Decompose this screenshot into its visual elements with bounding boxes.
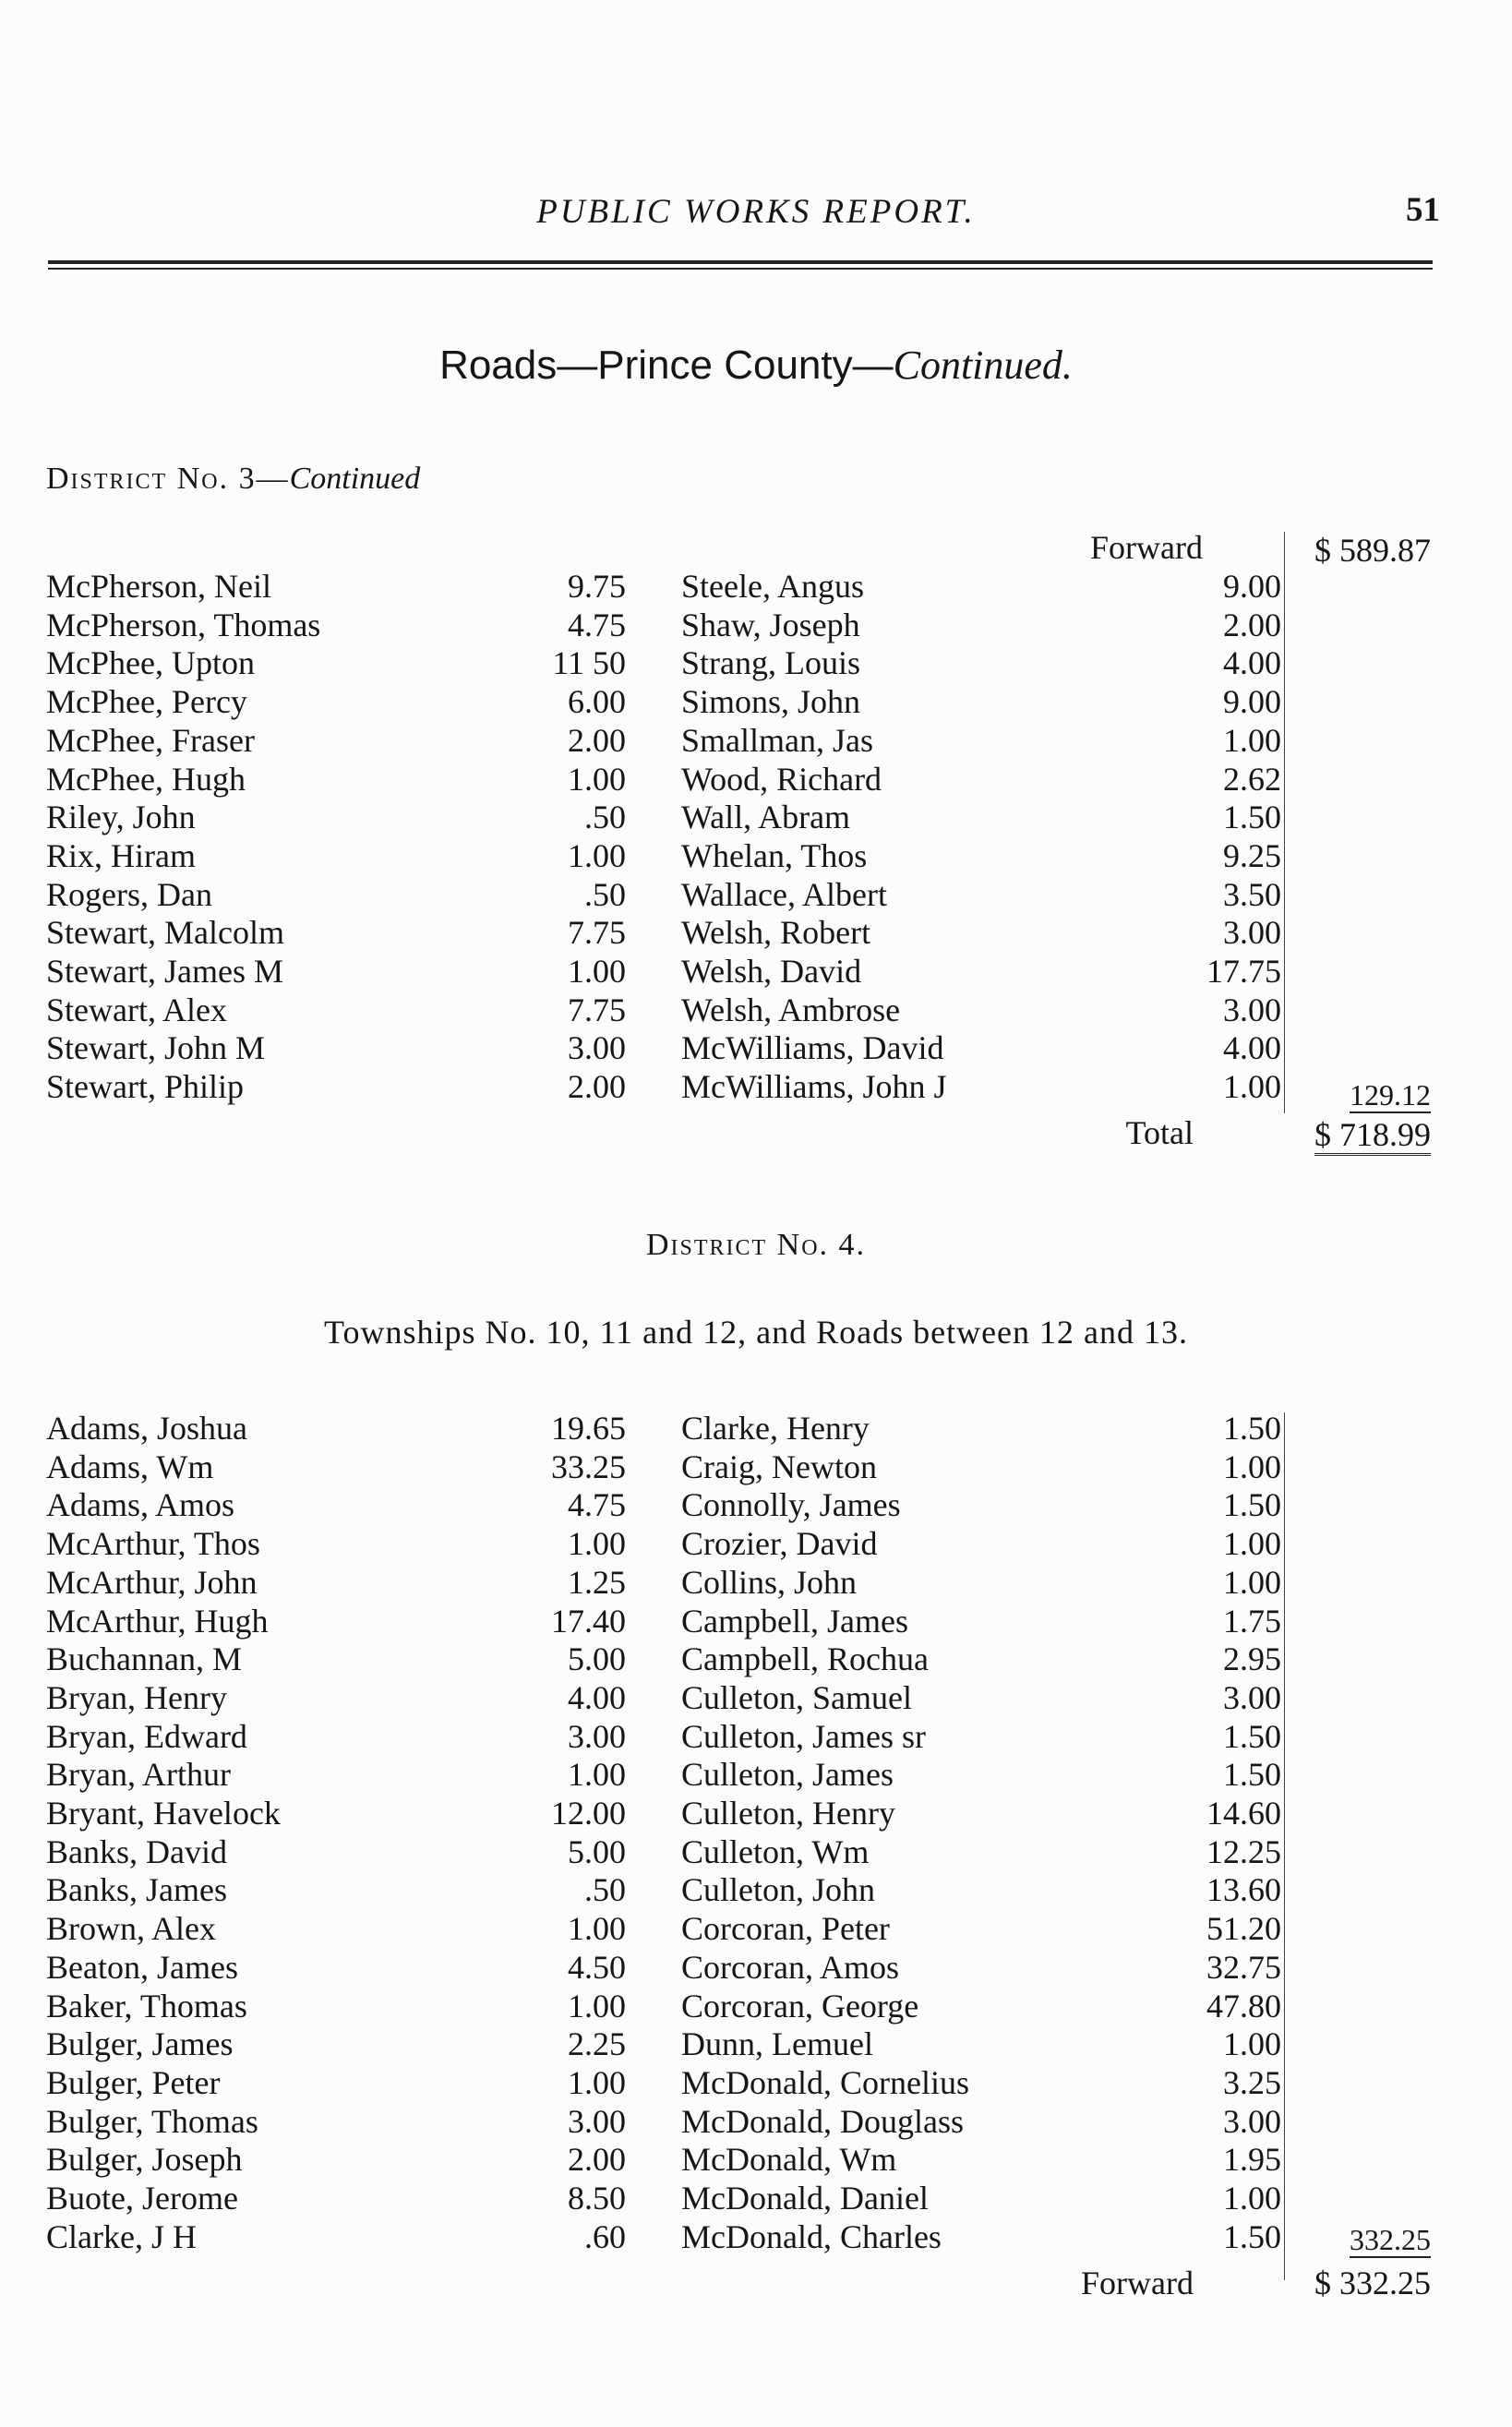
right-amount: 1.00 (1223, 2025, 1281, 2063)
right-name: Wallace, Albert (681, 875, 887, 913)
table-row (0, 1678, 1512, 1717)
district3-subtotal (1350, 1076, 1431, 1113)
left-amount: 1.00 (568, 2063, 626, 2101)
right-name: Culleton, Samuel (681, 1678, 912, 1716)
running-title: PUBLIC WORKS REPORT. (536, 193, 976, 231)
table-row (0, 1755, 1512, 1794)
left-amount: 9.75 (568, 568, 626, 605)
right-name: Crozier, David (681, 1525, 878, 1563)
left-amount: 1.25 (568, 1563, 626, 1601)
left-name: Adams, Amos (46, 1486, 235, 1524)
right-name: Dunn, Lemuel (681, 2025, 873, 2063)
right-amount: 13.60 (1206, 1871, 1281, 1909)
page-title-italic: Continued. (893, 342, 1073, 388)
right-amount: 3.00 (1223, 2102, 1281, 2140)
right-name: McWilliams, David (681, 1029, 944, 1067)
left-name: McPherson, Neil (46, 568, 271, 605)
district4-forward-label: Forward (1081, 2265, 1194, 2301)
table-row (0, 1409, 1512, 1448)
table-row (0, 2025, 1512, 2063)
left-name: Buchannan, M (46, 1640, 242, 1678)
left-amount: 1.00 (568, 836, 626, 874)
right-amount: 1.00 (1223, 1068, 1281, 1106)
left-amount: 5.00 (568, 1640, 626, 1678)
right-name: Campbell, James (681, 1602, 908, 1640)
left-name: McPhee, Fraser (46, 721, 255, 759)
table-row (0, 991, 1512, 1029)
left-name: Bryan, Arthur (46, 1756, 231, 1794)
left-amount: 1.00 (568, 1525, 626, 1563)
table-row (0, 567, 1512, 606)
left-name: Stewart, Philip (46, 1068, 244, 1106)
left-amount: .60 (584, 2217, 626, 2255)
left-amount: 3.00 (568, 1717, 626, 1755)
left-name: McPherson, Thomas (46, 606, 321, 643)
right-name: Wall, Abram (681, 799, 851, 836)
right-amount: 1.00 (1223, 2180, 1281, 2217)
district3-heading-text: District No. 3— (46, 462, 290, 496)
left-amount: .50 (584, 875, 626, 913)
left-amount: 4.75 (568, 1486, 626, 1524)
page-number: 51 (1406, 191, 1440, 229)
district4-subheading: Townships No. 10, 11 and 12, and Roads between 12 and 13. (323, 1314, 1189, 1351)
right-name: Collins, John (681, 1563, 858, 1601)
left-amount: 1.00 (568, 1756, 626, 1794)
header-rule-thin (48, 268, 1433, 270)
table-row (0, 1640, 1512, 1678)
left-amount: 1.00 (568, 1987, 626, 2025)
left-name: McPhee, Percy (46, 683, 247, 721)
right-amount: 17.75 (1206, 953, 1281, 990)
district3-total-amount (1314, 1115, 1431, 1154)
right-name: Connolly, James (681, 1486, 901, 1524)
page-title (0, 342, 1512, 389)
right-name: McDonald, Charles (681, 2217, 942, 2255)
right-amount: 1.00 (1223, 1525, 1281, 1563)
right-amount: 4.00 (1223, 644, 1281, 682)
left-name: Banks, James (46, 1871, 227, 1909)
right-amount: 9.25 (1223, 836, 1281, 874)
right-amount: 1.00 (1223, 1448, 1281, 1485)
district3-forward-label: Forward (1090, 529, 1203, 566)
table-row (0, 2063, 1512, 2102)
left-amount: 1.00 (568, 760, 626, 798)
left-name: Adams, Wm (46, 1448, 214, 1485)
left-amount: 6.00 (568, 683, 626, 721)
right-name: McWilliams, John J (681, 1068, 947, 1106)
right-amount: 3.25 (1223, 2063, 1281, 2101)
table-row (0, 682, 1512, 721)
left-amount: .50 (584, 1871, 626, 1909)
left-name: Buote, Jerome (46, 2180, 238, 2217)
left-amount: 1.00 (568, 1910, 626, 1948)
district4-subtotal-value: 332.25 (1350, 2223, 1431, 2256)
table-row (0, 1794, 1512, 1832)
left-amount: 7.75 (568, 991, 626, 1028)
left-amount: 2.00 (568, 721, 626, 759)
left-name: Riley, John (46, 799, 196, 836)
right-name: Campbell, Rochua (681, 1640, 929, 1678)
left-amount: 4.50 (568, 1948, 626, 1986)
district3-forward-amount: $ 589.87 (1314, 532, 1431, 569)
right-name: Simons, John (681, 683, 861, 721)
right-name: Smallman, Jas (681, 721, 873, 759)
district3-heading (46, 462, 420, 497)
left-amount: 4.75 (568, 606, 626, 643)
left-name: Stewart, Alex (46, 991, 227, 1028)
left-name: Rogers, Dan (46, 875, 212, 913)
right-amount: 51.20 (1206, 1910, 1281, 1948)
right-amount: 1.50 (1223, 1717, 1281, 1755)
table-row (0, 1948, 1512, 1987)
table-row (0, 1602, 1512, 1640)
left-amount: 3.00 (568, 2102, 626, 2140)
table-row (0, 1448, 1512, 1486)
right-name: McDonald, Douglass (681, 2102, 964, 2140)
left-amount: 4.00 (568, 1678, 626, 1716)
left-amount: 7.75 (568, 914, 626, 952)
district3-subtotal-value: 129.12 (1350, 1078, 1431, 1111)
right-amount: 4.00 (1223, 1029, 1281, 1067)
right-name: Shaw, Joseph (681, 606, 860, 643)
right-amount: 3.00 (1223, 991, 1281, 1028)
left-name: Bulger, Peter (46, 2063, 221, 2101)
left-name: McArthur, Thos (46, 1525, 260, 1563)
right-amount: 1.50 (1223, 2217, 1281, 2255)
table-row (0, 2179, 1512, 2217)
right-name: Corcoran, Peter (681, 1910, 890, 1948)
left-name: Bryan, Henry (46, 1678, 227, 1716)
district3-total-label: Total (1125, 1114, 1194, 1151)
left-name: Adams, Joshua (46, 1410, 247, 1447)
left-name: Brown, Alex (46, 1910, 216, 1948)
left-name: Stewart, Malcolm (46, 914, 284, 952)
right-amount: 9.00 (1223, 683, 1281, 721)
left-name: Bryant, Havelock (46, 1795, 281, 1832)
table-row (0, 1485, 1512, 1524)
district3-heading-italic: Continued (289, 462, 421, 496)
table-row (0, 1067, 1512, 1106)
left-name: Clarke, J H (46, 2217, 197, 2255)
table-row (0, 1028, 1512, 1067)
right-name: Corcoran, George (681, 1987, 919, 2025)
left-name: Beaton, James (46, 1948, 238, 1986)
right-amount: 12.25 (1206, 1832, 1281, 1870)
table-row (0, 875, 1512, 914)
right-amount: 1.50 (1223, 799, 1281, 836)
table-row (0, 643, 1512, 682)
right-amount: 14.60 (1206, 1795, 1281, 1832)
header-rule (48, 260, 1433, 264)
right-amount: 3.50 (1223, 875, 1281, 913)
right-amount: 32.75 (1206, 1948, 1281, 1986)
right-name: McDonald, Daniel (681, 2180, 929, 2217)
right-name: Whelan, Thos (681, 836, 868, 874)
left-amount: 3.00 (568, 1029, 626, 1067)
table-row (0, 721, 1512, 760)
left-amount: 8.50 (568, 2180, 626, 2217)
right-name: Craig, Newton (681, 1448, 877, 1485)
district4-column-rule (1284, 1412, 1285, 2280)
right-amount: 47.80 (1206, 1987, 1281, 2025)
table-row (0, 836, 1512, 875)
district3-column-rule (1284, 532, 1285, 1113)
district4-forward-amount: $ 332.25 (1314, 2265, 1431, 2301)
left-name: McPhee, Hugh (46, 760, 246, 798)
right-name: McDonald, Cornelius (681, 2063, 969, 2101)
right-name: Culleton, James (681, 1756, 894, 1794)
right-name: Welsh, Ambrose (681, 991, 901, 1028)
left-name: Baker, Thomas (46, 1987, 247, 2025)
left-name: Bulger, Joseph (46, 2141, 243, 2179)
table-row (0, 606, 1512, 644)
table-row (0, 2140, 1512, 2179)
left-amount: 19.65 (551, 1410, 626, 1447)
table-row (0, 1832, 1512, 1871)
left-name: Stewart, John M (46, 1029, 265, 1067)
right-name: Welsh, David (681, 953, 862, 990)
left-name: McArthur, Hugh (46, 1602, 269, 1640)
table-row (0, 913, 1512, 952)
left-amount: 2.00 (568, 1068, 626, 1106)
right-name: Culleton, Wm (681, 1832, 870, 1870)
table-row (0, 1717, 1512, 1756)
left-name: Stewart, James M (46, 953, 283, 990)
right-name: Welsh, Robert (681, 914, 871, 952)
left-name: Bulger, Thomas (46, 2102, 258, 2140)
right-amount: 9.00 (1223, 568, 1281, 605)
right-amount: 1.75 (1223, 1602, 1281, 1640)
left-amount: 33.25 (551, 1448, 626, 1485)
left-amount: 5.00 (568, 1832, 626, 1870)
right-amount: 1.00 (1223, 721, 1281, 759)
right-amount: 2.62 (1223, 760, 1281, 798)
right-name: Culleton, Henry (681, 1795, 895, 1832)
district3-total-value: $ 718.99 (1314, 1116, 1431, 1156)
right-amount: 1.50 (1223, 1410, 1281, 1447)
left-name: Banks, David (46, 1832, 227, 1870)
right-name: Corcoran, Amos (681, 1948, 899, 1986)
left-amount: 12.00 (551, 1795, 626, 1832)
left-amount: 11 50 (552, 644, 626, 682)
right-amount: 2.95 (1223, 1640, 1281, 1678)
table-row (0, 1870, 1512, 1909)
table-row (0, 952, 1512, 991)
right-name: Strang, Louis (681, 644, 860, 682)
left-amount: 2.25 (568, 2025, 626, 2063)
left-name: Bryan, Edward (46, 1717, 247, 1755)
right-name: Clarke, Henry (681, 1410, 870, 1447)
table-row (0, 1987, 1512, 2025)
table-row (0, 1563, 1512, 1602)
left-amount: 2.00 (568, 2141, 626, 2179)
left-name: McPhee, Upton (46, 644, 255, 682)
left-amount: 17.40 (551, 1602, 626, 1640)
right-amount: 1.95 (1223, 2141, 1281, 2179)
right-name: Steele, Angus (681, 568, 864, 605)
left-name: McArthur, John (46, 1563, 258, 1601)
table-row (0, 798, 1512, 836)
right-amount: 1.50 (1223, 1486, 1281, 1524)
page-title-main: Roads—Prince County— (439, 342, 894, 388)
right-amount: 1.50 (1223, 1756, 1281, 1794)
left-name: Rix, Hiram (46, 836, 196, 874)
table-row (0, 760, 1512, 799)
table-row (0, 2217, 1512, 2256)
left-amount: .50 (584, 799, 626, 836)
right-amount: 2.00 (1223, 606, 1281, 643)
right-name: Wood, Richard (681, 760, 882, 798)
right-amount: 3.00 (1223, 914, 1281, 952)
right-name: Culleton, James sr (681, 1717, 926, 1755)
right-name: McDonald, Wm (681, 2141, 897, 2179)
right-amount: 3.00 (1223, 1678, 1281, 1716)
table-row (0, 2102, 1512, 2141)
table-row (0, 1524, 1512, 1563)
left-amount: 1.00 (568, 953, 626, 990)
district4-subtotal (1350, 2221, 1431, 2258)
table-row (0, 1909, 1512, 1948)
district4-heading: District No. 4. (645, 1228, 867, 1262)
left-name: Bulger, James (46, 2025, 234, 2063)
right-amount: 1.00 (1223, 1563, 1281, 1601)
right-name: Culleton, John (681, 1871, 876, 1909)
